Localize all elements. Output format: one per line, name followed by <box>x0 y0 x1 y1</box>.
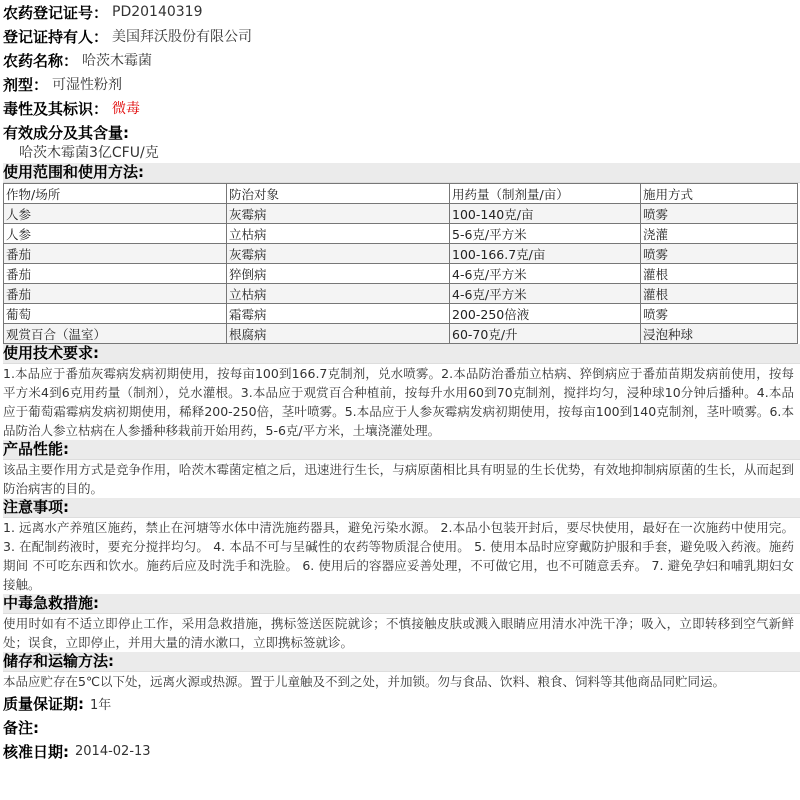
tech-text: 1.本品应于番茄灰霉病发病初期使用，按每亩100到166.7克制剂，兑水喷雾。2.本品防治番茄立枯病、猝倒病应于番茄苗期发病前使用，按每平方米4到6克用药量（制剂），兑水灌根。3.本品应于观赏百合种植前，按每升水用60到70克制剂，搅拌均匀，浸种球10分钟后播种。4.本品应于葡萄霜霉病发病初期使用，稀释200-250倍，茎叶喷雾。5.本品应于人参灰霉病发病初期使用，按每亩100到140克制剂，茎叶喷雾。6.本品防治人参立枯病在人参播种移栽前开始用药，5-6克/平方米，土壤浇灌处理。 <box>3 366 794 438</box>
cell-dosage: 4-6克/平方米 <box>450 264 641 284</box>
approval-date-value: 2014-02-13 <box>75 743 151 759</box>
cell-dosage: 200-250倍液 <box>450 304 641 324</box>
cautions-text: 1. 远离水产养殖区施药，禁止在河塘等水体中清洗施药器具，避免污染水源。 2.本品小包装开封后，要尽快使用，最好在一次施药中使用完。 3. 在配制药液时，要充分搅拌均匀。 4. 本品不可与呈碱性的农药等物质混合使用。 5. 使用本品时应穿戴防护服和手套，避免吸入药液。施药期间 不可吃东西和饮水。施药后应及时洗手和洗脸。 6. 使用后的容器应妥善处理，不可做它用，也不可随意丢弃。 7. 避免孕妇和哺乳期妇女接触。 <box>3 520 794 592</box>
table-row <box>4 264 798 284</box>
cell-crop: 番茄 <box>4 244 227 264</box>
cell-target: 霜霉病 <box>227 304 450 324</box>
holder-label: 登记证持有人： <box>3 27 109 46</box>
cell-crop: 人参 <box>4 224 227 244</box>
cell-dosage: 4-6克/平方米 <box>450 284 641 304</box>
cell-crop: 人参 <box>4 204 227 224</box>
remarks-row <box>3 715 800 739</box>
toxicity-label: 毒性及其标识： <box>3 99 109 118</box>
cell-method: 浸泡种球 <box>641 324 798 344</box>
cell-target: 灰霉病 <box>227 204 450 224</box>
table-row <box>4 304 798 324</box>
pesticide-name-row <box>3 48 800 72</box>
usage-table-header <box>4 184 798 204</box>
cell-method: 灌根 <box>641 284 798 304</box>
table-row <box>4 224 798 244</box>
storage-section-title: 储存和运输方法: <box>3 652 800 672</box>
cell-target: 猝倒病 <box>227 264 450 284</box>
table-row <box>4 324 798 344</box>
cautions-section-title: 注意事项: <box>3 498 800 518</box>
pesticide-name-label: 农药名称： <box>3 51 79 70</box>
cell-target: 根腐病 <box>227 324 450 344</box>
table-row <box>4 284 798 304</box>
formulation-value: 可湿性粉剂 <box>52 77 123 93</box>
cell-crop: 番茄 <box>4 264 227 284</box>
storage-text: 本品应贮存在5℃以下处，远离火源或热源。置于儿童触及不到之处，并加锁。勿与食品、饮料、粮食、饲料等其他商品同贮同运。 <box>3 674 725 689</box>
shelf-life-value: 1年 <box>90 697 112 713</box>
cell-target: 立枯病 <box>227 284 450 304</box>
header-dosage: 用药量（制剂量/亩） <box>450 184 641 204</box>
registration-number-row <box>3 0 800 24</box>
first-aid-section-title: 中毒急救措施: <box>3 594 800 614</box>
cell-dosage: 5-6克/平方米 <box>450 224 641 244</box>
cell-dosage: 100-140克/亩 <box>450 204 641 224</box>
cell-crop: 番茄 <box>4 284 227 304</box>
formulation-row <box>3 72 800 96</box>
cell-method: 喷雾 <box>641 204 798 224</box>
toxicity-row <box>3 96 800 120</box>
table-row <box>4 244 798 264</box>
registration-number-label: 农药登记证号： <box>3 3 109 22</box>
cell-target: 立枯病 <box>227 224 450 244</box>
cell-crop: 观赏百合（温室） <box>4 324 227 344</box>
ingredient-row <box>3 120 800 144</box>
pesticide-name-value: 哈茨木霉菌 <box>82 53 153 69</box>
cell-target: 灰霉病 <box>227 244 450 264</box>
header-method: 施用方式 <box>641 184 798 204</box>
holder-value: 美国拜沃股份有限公司 <box>112 29 253 45</box>
ingredient-label: 有效成分及其含量: <box>3 123 129 142</box>
usage-table <box>3 183 798 344</box>
table-row <box>4 204 798 224</box>
remarks-label: 备注: <box>3 718 39 737</box>
shelf-life-label: 质量保证期: <box>3 694 84 713</box>
header-target: 防治对象 <box>227 184 450 204</box>
first-aid-text: 使用时如有不适立即停止工作，采用急救措施，携标签送医院就诊；不慎接触皮肤或溅入眼睛应用清水冲洗干净；吸入，立即转移到空气新鲜处；误食，立即停止，并用大量的清水漱口，立即携标签就诊。 <box>3 616 794 650</box>
cell-crop: 葡萄 <box>4 304 227 324</box>
approval-date-row <box>3 739 800 763</box>
ingredient-value: 哈茨木霉菌3亿CFU/克 <box>19 145 159 161</box>
cell-method: 喷雾 <box>641 244 798 264</box>
header-crop: 作物/场所 <box>4 184 227 204</box>
cell-dosage: 60-70克/升 <box>450 324 641 344</box>
usage-section-title: 使用范围和使用方法: <box>3 163 800 183</box>
holder-row <box>3 24 800 48</box>
cell-method: 浇灌 <box>641 224 798 244</box>
tech-section-title: 使用技术要求: <box>3 344 800 364</box>
shelf-life-row <box>3 691 800 715</box>
performance-text: 该品主要作用方式是竞争作用，哈茨木霉菌定植之后，迅速进行生长，与病原菌相比具有明显的生长优势，有效地抑制病原菌的生长，从而起到防治病害的目的。 <box>3 462 794 496</box>
cell-dosage: 100-166.7克/亩 <box>450 244 641 264</box>
formulation-label: 剂型： <box>3 75 49 94</box>
approval-date-label: 核准日期: <box>3 742 69 761</box>
toxicity-value: 微毒 <box>112 101 141 117</box>
registration-number-value: PD20140319 <box>112 4 203 20</box>
performance-section-title: 产品性能: <box>3 440 800 460</box>
cell-method: 喷雾 <box>641 304 798 324</box>
cell-method: 灌根 <box>641 264 798 284</box>
